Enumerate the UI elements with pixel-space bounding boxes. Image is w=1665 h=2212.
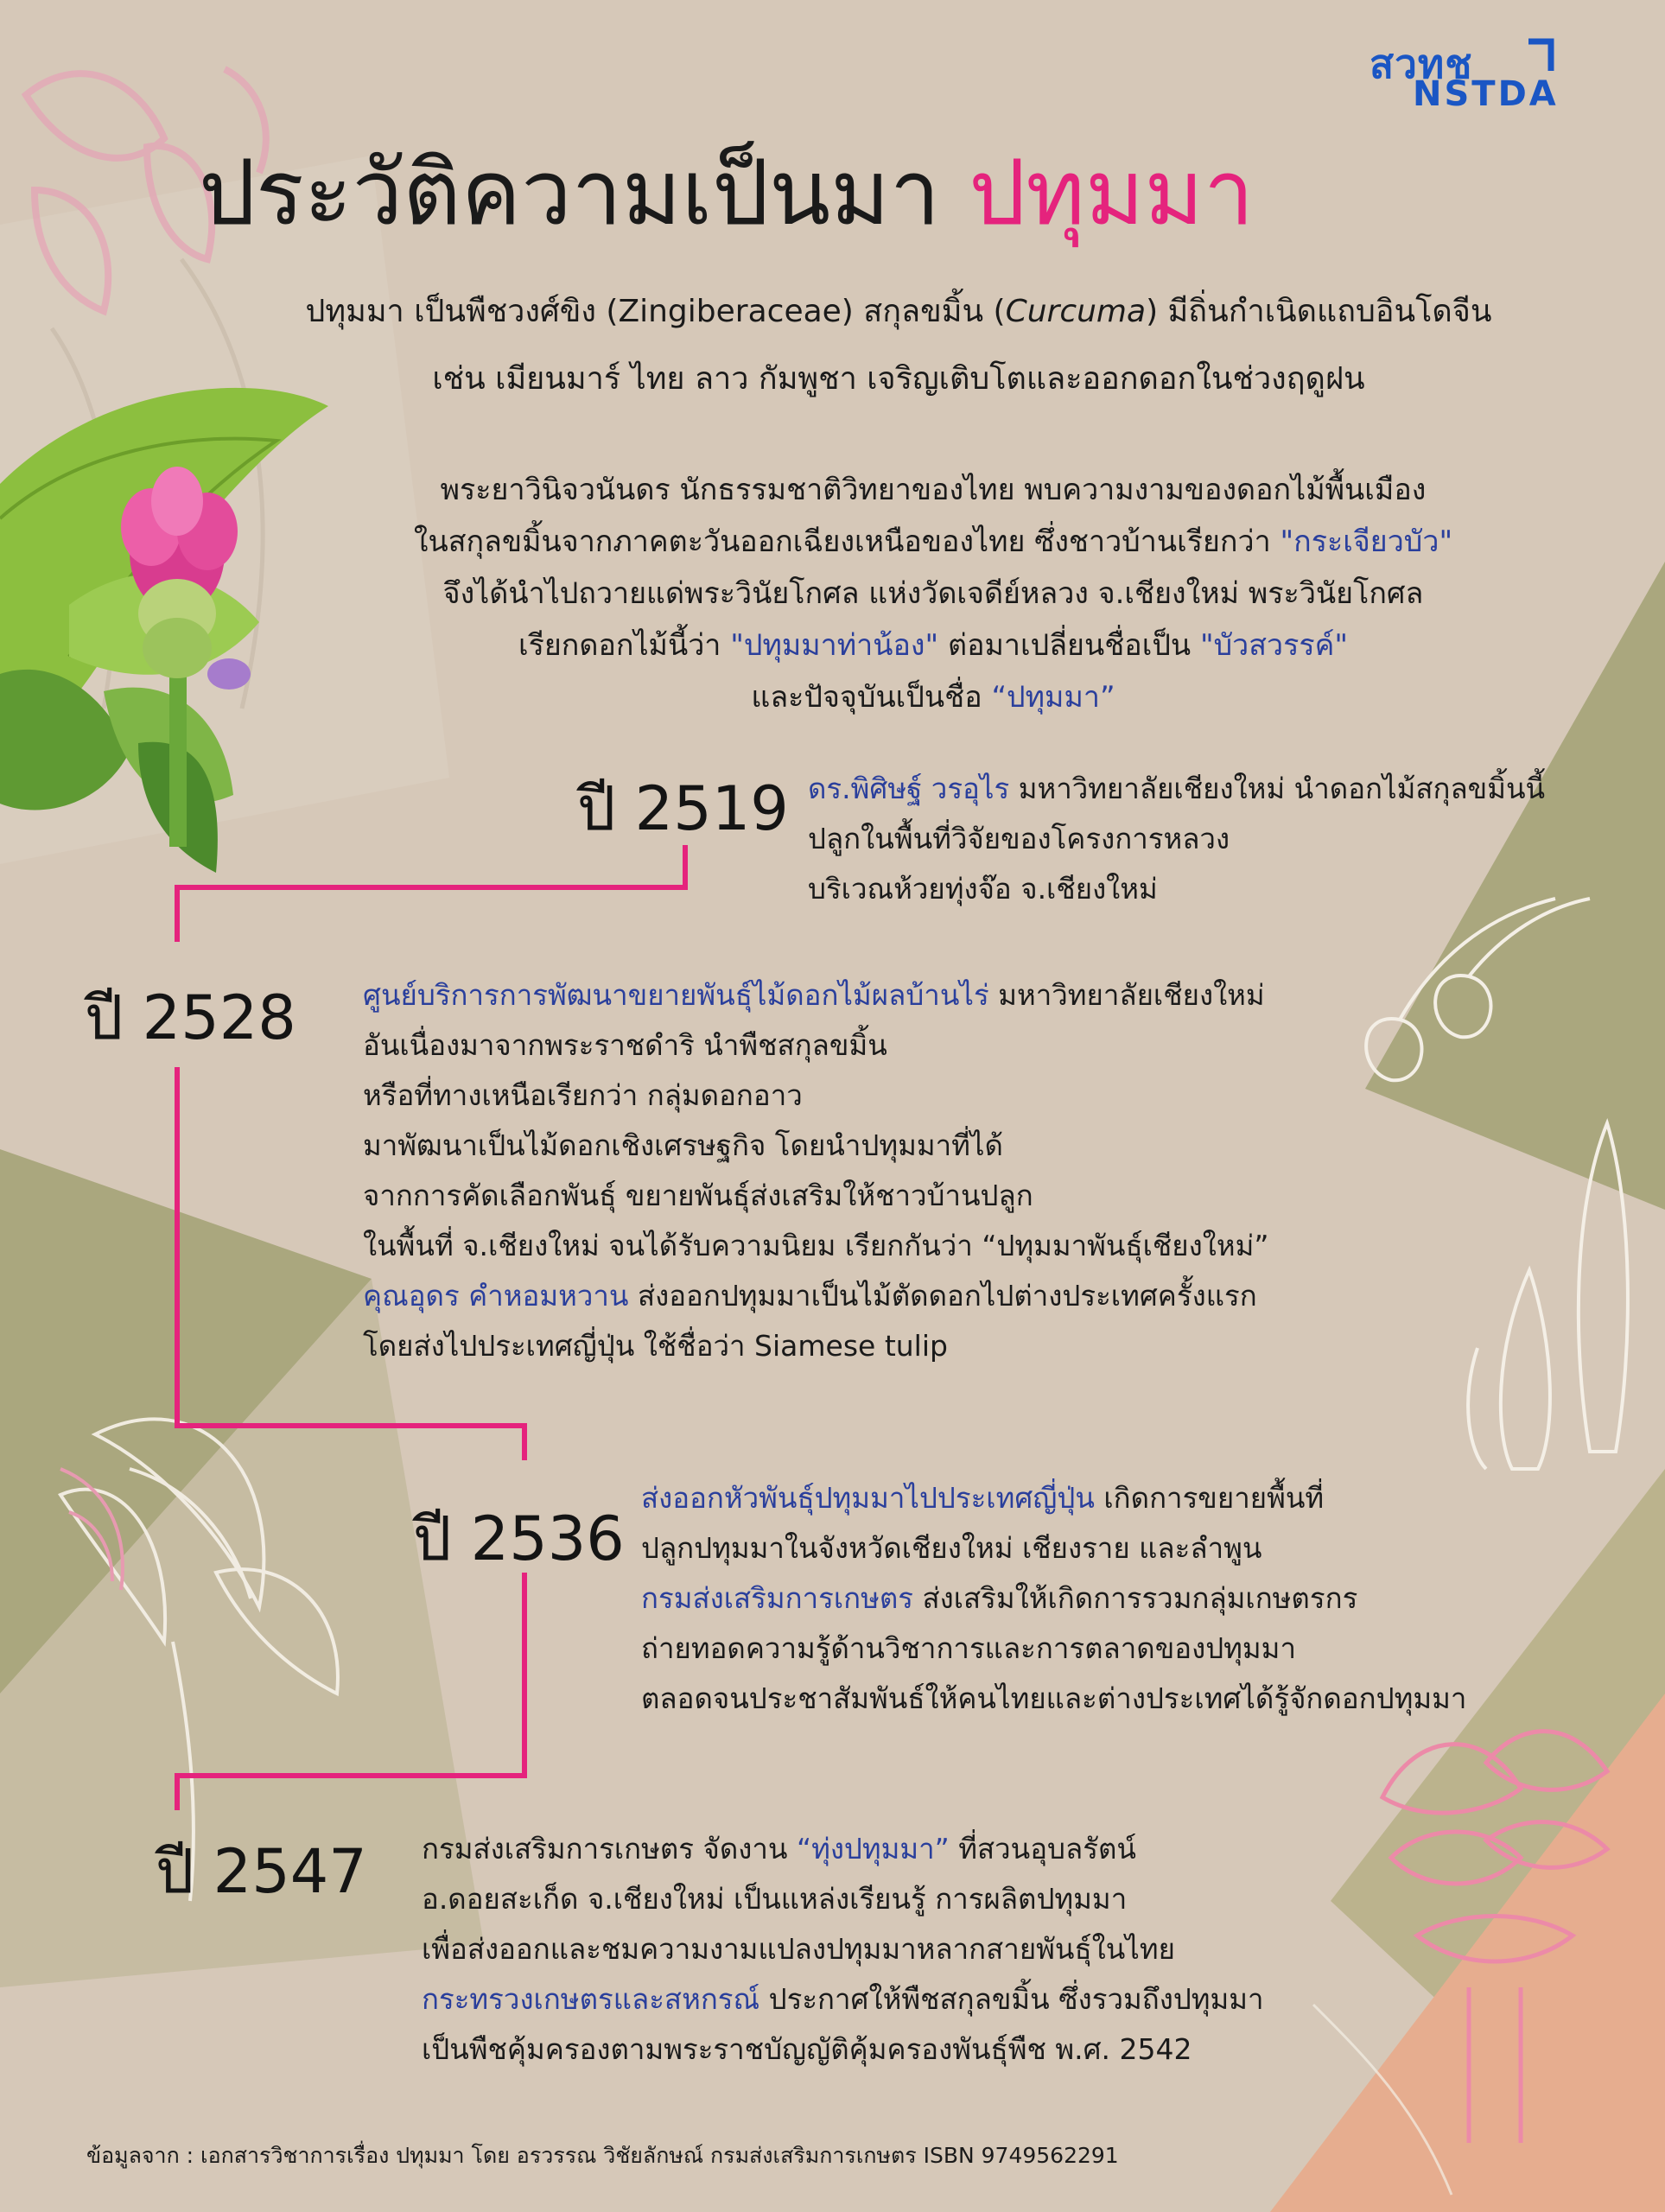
timeline-2528-line-7-text: ส่งออกปทุมมาเป็นไม้ตัดดอกไปต่างประเทศครั้งแรก (628, 1279, 1257, 1313)
timeline-2528-line-8: โดยส่งไปประเทศญี่ปุ่น ใช้ชื่อว่า Siamese tulip (363, 1329, 948, 1363)
timeline-2547-line-5: เป็นพืชคุ้มครองตามพระราชบัญญัติคุ้มครองพันธุ์พืช พ.ศ. 2542 (422, 2032, 1192, 2066)
timeline-2519-line-1 (808, 764, 1545, 814)
timeline-2536-line-4: ถ่ายทอดความรู้ด้านวิชาการและการตลาดของปทุมมา (641, 1631, 1296, 1665)
org-moac: กระทรวงเกษตรและสหกรณ์ (422, 1982, 760, 2016)
logo-thai-text: สวทช (1369, 41, 1473, 87)
story-name-pathumma: “ปทุมมา” (991, 680, 1115, 715)
timeline-2536-line-1 (641, 1473, 1466, 1523)
timeline-2528-line-3: หรือที่ทางเหนือเรียกว่า กลุ่มดอกอาว (363, 1078, 803, 1112)
timeline-2536-line-5: ตลอดจนประชาสัมพันธ์ให้คนไทยและต่างประเทศได้รู้จักดอกปทุมมา (641, 1681, 1467, 1715)
intro-paragraph (190, 278, 1607, 413)
timeline-2519-line-1-text: มหาวิทยาลัยเชียงใหม่ นำดอกไม้สกุลขมิ้นนี้ (1009, 772, 1546, 805)
intro-line-2: เช่น เมียนมาร์ ไทย ลาว กัมพูชา เจริญเติบโตและออกดอกในช่วงฤดูฝน (432, 361, 1365, 397)
intro-line-1 (190, 278, 1607, 346)
story-line-2 (328, 516, 1538, 568)
timeline-2536-line-3-text: ส่งเสริมให้เกิดการรวมกลุ่มเกษตรกร (913, 1581, 1358, 1615)
intro-genus-italic: Curcuma (1005, 294, 1147, 329)
nstda-logo (1369, 33, 1594, 114)
year-2528-label: ปี 2528 (85, 982, 296, 1053)
timeline-2519-text (808, 764, 1545, 914)
timeline-2528-line-1-text: มหาวิทยาลัยเชียงใหม่ (988, 978, 1265, 1012)
timeline-2528-line-1 (363, 970, 1268, 1020)
logo-english-text: NSTDA (1413, 74, 1559, 114)
year-2536-label: ปี 2536 (413, 1503, 625, 1574)
timeline-2528-text (363, 970, 1268, 1371)
story-line-4 (328, 620, 1538, 671)
story-name-pathumma-tha-nong: "ปทุมมาท่าน้อง" (730, 628, 939, 663)
person-pisit: ดร.พิศิษฐ์ วรอุไร (808, 772, 1010, 805)
story-line-5 (328, 671, 1538, 723)
story-line-5-text: และปัจจุบันเป็นชื่อ (751, 680, 992, 715)
timeline-2547-line-1 (422, 1824, 1264, 1874)
timeline-2536-line-2: ปลูกปทุมมาในจังหวัดเชียงใหม่ เชียงราย และลำพูน (641, 1531, 1262, 1565)
intro-line-1-tail: ) มีถิ่นกำเนิดแถบอินโดจีน (1146, 294, 1492, 329)
timeline-2528-line-6: ในพื้นที่ จ.เชียงใหม่ จนได้รับความนิยม เรียกกันว่า “ปทุมมาพันธุ์เชียงใหม่” (363, 1229, 1269, 1262)
timeline-2528-line-2: อันเนื่องมาจากพระราชดำริ นำพืชสกุลขมิ้น (363, 1028, 887, 1062)
timeline-2547-line-1-text: กรมส่งเสริมการเกษตร จัดงาน (422, 1832, 797, 1866)
timeline-2547-line-2: อ.ดอยสะเก็ด จ.เชียงใหม่ เป็นแหล่งเรียนรู้ การผลิตปทุมมา (422, 1882, 1128, 1916)
person-udorn: คุณอุดร คำหอมหวาน (363, 1279, 629, 1313)
logo-mark-icon (1525, 36, 1560, 74)
org-ban-rai-center: ศูนย์บริการการพัฒนาขยายพันธุ์ไม้ดอกไม้ผลบ้านไร่ (363, 978, 989, 1012)
story-line-3: จึงได้นำไปถวายแด่พระวินัยโกศล แห่งวัดเจดีย์หลวง จ.เชียงใหม่ พระวินัยโกศล (442, 576, 1424, 611)
timeline-2519-line-3: บริเวณห้วยทุ่งจ๊อ จ.เชียงใหม่ (808, 872, 1158, 906)
story-name-bua-sawan: "บัวสวรรค์" (1199, 628, 1349, 663)
source-citation: ข้อมูลจาก : เอกสารวิชาการเรื่อง ปทุมมา โดย อรวรรณ วิชัยลักษณ์ กรมส่งเสริมการเกษตร ISBN 9749562291 (86, 2143, 1119, 2168)
timeline-2528-line-7 (363, 1271, 1268, 1321)
title-pink-part: ปทุมมา (969, 140, 1255, 245)
timeline-2547-line-3: เพื่อส่งออกและชมความงามแปลงปทุมมาหลากสายพันธุ์ในไทย (422, 1932, 1175, 1966)
year-2547-label: ปี 2547 (156, 1836, 367, 1907)
timeline-2536-line-3 (641, 1573, 1466, 1624)
timeline-2528-line-4: มาพัฒนาเป็นไม้ดอกเชิงเศรษฐกิจ โดยนำปทุมมาที่ได้ (363, 1128, 1003, 1162)
page-title (199, 121, 1581, 264)
title-black-part: ประวัติความเป็นมา (199, 140, 941, 245)
export-japan-highlight: ส่งออกหัวพันธุ์ปทุมมาไปประเทศญี่ปุ่น (641, 1481, 1095, 1515)
year-2519-label: ปี 2519 (577, 773, 789, 844)
story-line-2-text: ในสกุลขมิ้นจากภาคตะวันออกเฉียงเหนือของไทย ซึ่งชาวบ้านเรียกว่า (413, 524, 1281, 559)
timeline-2536-text (641, 1473, 1466, 1724)
story-line-4-text: เรียกดอกไม้นี้ว่า (518, 628, 731, 663)
org-doae: กรมส่งเสริมการเกษตร (641, 1581, 914, 1615)
story-line-1: พระยาวินิจวนันดร นักธรรมชาติวิทยาของไทย พบความงามของดอกไม้พื้นเมือง (440, 473, 1427, 507)
timeline-2547-text (422, 1824, 1264, 2075)
story-name-krajiao-bua: "กระเจียวบัว" (1280, 524, 1453, 559)
timeline-2528-line-5: จากการคัดเลือกพันธุ์ ขยายพันธุ์ส่งเสริมให้ชาวบ้านปลูก (363, 1179, 1033, 1212)
timeline-2519-line-2: ปลูกในพื้นที่วิจัยของโครงการหลวง (808, 822, 1230, 855)
event-thung-pathumma: “ทุ่งปทุมมา” (796, 1832, 950, 1866)
timeline-2547-line-1-tail: ที่สวนอุบลรัตน์ (949, 1832, 1136, 1866)
story-line-4-mid: ต่อมาเปลี่ยนชื่อเป็น (938, 628, 1200, 663)
intro-line-1-text: ปทุมมา เป็นพืชวงศ์ขิง (Zingiberaceae) สกุลขมิ้น ( (305, 294, 1006, 329)
timeline-2547-line-4-text: ประกาศให้พืชสกุลขมิ้น ซึ่งรวมถึงปทุมมา (759, 1982, 1264, 2016)
history-story (328, 464, 1538, 723)
timeline-2536-line-1-text: เกิดการขยายพื้นที่ (1094, 1481, 1325, 1515)
timeline-2547-line-4 (422, 1974, 1264, 2024)
